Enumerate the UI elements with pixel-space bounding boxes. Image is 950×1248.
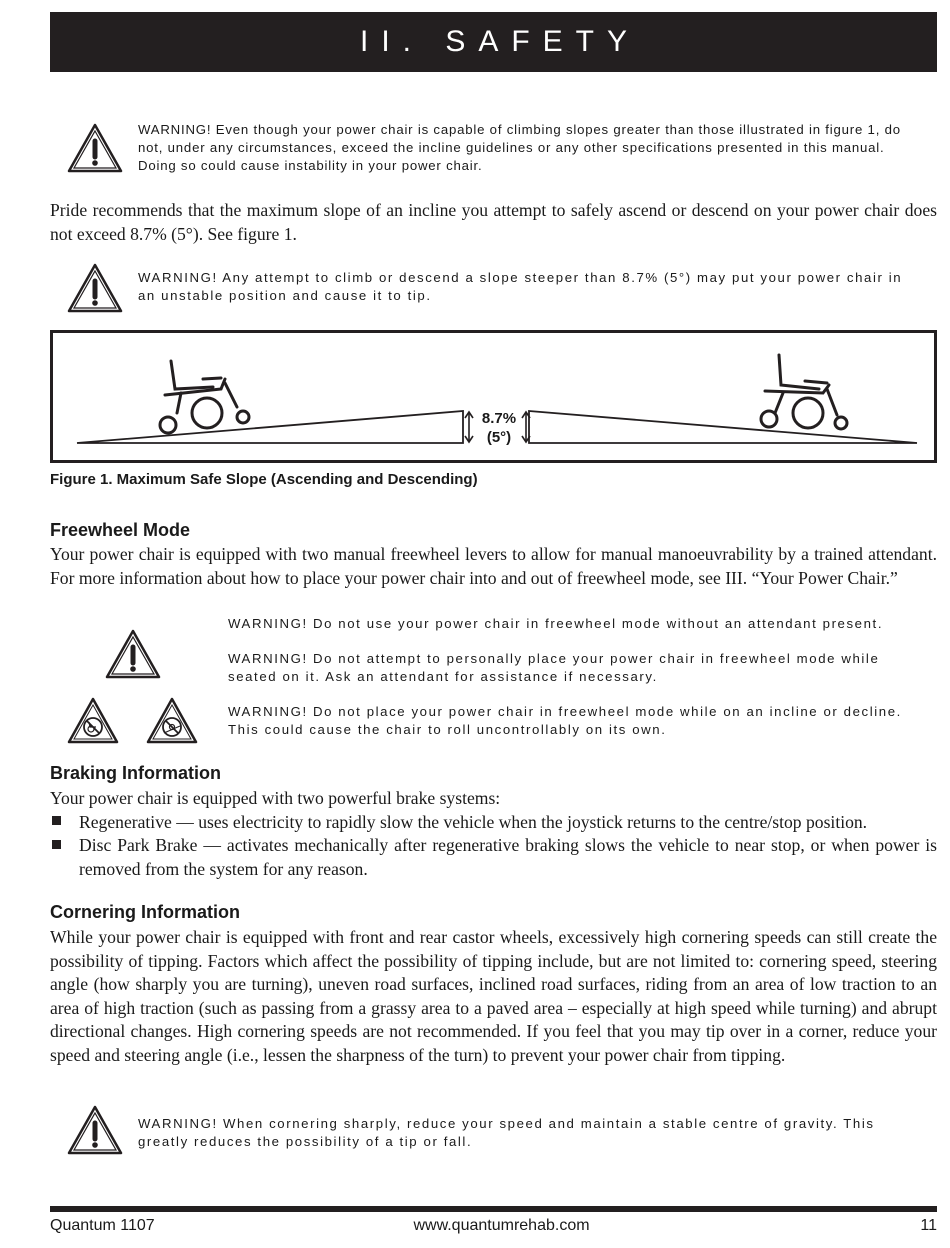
heading-cornering: Cornering Information <box>50 902 240 922</box>
braking-item-disc-park: Disc Park Brake — activates mechanically after regenerative braking slows the vehicle to near stop, or when power is removed from the system for any reason. <box>79 835 937 879</box>
no-freewheel-seated-icon <box>66 696 120 746</box>
warning-slope-limits: WARNING! Even though your power chair is capable of climbing slopes greater than those illustrated in figure 1, do not, under any circumstances, exceed the incline guidelines or any other specifications presented in this manual. Doing so could cause instability in your power chair. <box>138 122 901 173</box>
page-number: 11 <box>920 1217 937 1234</box>
power-chair-descending <box>761 355 847 429</box>
page-title: II. SAFETY <box>359 25 641 58</box>
warning-freewheel-incline: WARNING! Do not place your power chair in freewheel mode while on an incline or decline. This could cause the chair to roll uncontrollably on its own. <box>228 704 902 737</box>
warning-cornering: WARNING! When cornering sharply, reduce your speed and maintain a stable centre of gravity. This greatly reduces the possibility of a tip or fall. <box>138 1116 875 1149</box>
warning-triangle-icon <box>66 1104 124 1156</box>
intro-paragraph: Pride recommends that the maximum slope of an incline you attempt to safely ascend or descend on your power chair does not exceed 8.7% (5°). See figure 1. <box>50 200 937 244</box>
footer-url[interactable]: www.quantumrehab.com <box>413 1217 590 1234</box>
slope-label <box>475 409 523 447</box>
bullet-marker <box>52 816 61 825</box>
freewheel-paragraph: Your power chair is equipped with two manual freewheel levers to allow for manual manoeuvrability by a trained attendant. For more information about how to place your power chair into and out of freewheel mode, see III. “Your Power Chair.” <box>50 544 937 588</box>
warning-triangle-icon <box>66 122 124 174</box>
braking-intro: Your power chair is equipped with two powerful brake systems: <box>50 788 501 808</box>
cornering-paragraph: While your power chair is equipped with front and rear castor wheels, excessively high cornering speeds can still create the possibility of tipping. Factors which affect the possibility of tipping include, but are not limited to: cornering speed, steering angle (how sharply you are turning), uneven road surfaces, inclined road surfaces, riding from an area of low traction to an area of high traction (such as passing from a grassy area to a paved area – especially at high speed while turning) and abrupt directional changes. High cornering speeds are not recommended. If you feel that you may tip over in a corner, reduce your speed and steering angle (i.e., lessen the sharpness of the turn) to prevent your power chair from tipping. <box>50 927 937 1065</box>
warning-freewheel-attendant: WARNING! Do not use your power chair in freewheel mode without an attendant present. <box>228 616 884 631</box>
slope-degrees: (5°) <box>486 429 512 446</box>
heading-freewheel: Freewheel Mode <box>50 520 191 540</box>
bullet-marker <box>52 840 61 849</box>
warning-freewheel-seated: WARNING! Do not attempt to personally place your power chair in freewheel mode while seated on it. Ask an attendant for assistance if necessary. <box>228 651 880 684</box>
heading-braking: Braking Information <box>50 763 222 783</box>
warning-triangle-icon <box>66 262 124 314</box>
footer-rule <box>50 1206 937 1212</box>
footer-model: Quantum 1107 <box>50 1217 155 1234</box>
slope-figure <box>50 330 937 463</box>
slope-percent: 8.7% <box>481 410 517 427</box>
braking-item-regenerative: Regenerative — uses electricity to rapidly slow the vehicle when the joystick returns to the centre/stop position. <box>79 812 868 832</box>
power-chair-ascending <box>160 361 249 433</box>
no-freewheel-incline-icon <box>145 696 199 746</box>
warning-steep-slope: WARNING! Any attempt to climb or descend a slope steeper than 8.7% (5°) may put your power chair in an unstable position and cause it to tip. <box>138 270 903 303</box>
warning-triangle-icon <box>104 628 162 680</box>
figure-caption: Figure 1. Maximum Safe Slope (Ascending and Descending) <box>50 471 478 488</box>
section-title-bar <box>50 12 937 72</box>
